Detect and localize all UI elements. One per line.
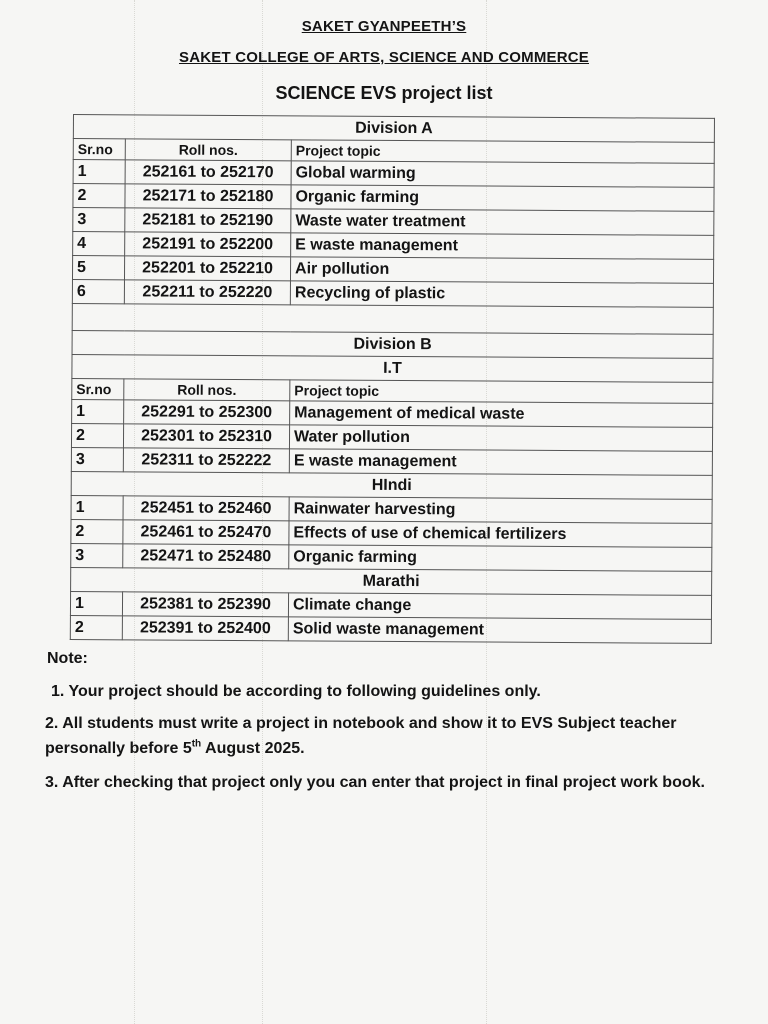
srno-cell: 1 bbox=[71, 495, 123, 519]
rollnos-cell: 252301 to 252310 bbox=[123, 424, 289, 449]
marathi-section-title: Marathi bbox=[71, 567, 712, 595]
topic-cell: Climate change bbox=[288, 593, 711, 620]
srno-cell: 3 bbox=[71, 447, 123, 471]
note-item-3: 3. After checking that project only you can enter that project in final project work book. bbox=[45, 774, 705, 791]
srno-cell: 2 bbox=[73, 184, 125, 208]
note-item-2-date: August 2025. bbox=[201, 740, 305, 757]
rollnos-cell: 252461 to 252470 bbox=[123, 520, 289, 545]
spacer-row bbox=[72, 303, 713, 334]
srno-cell: 4 bbox=[73, 232, 125, 256]
rollnos-cell: 252311 to 252222 bbox=[123, 448, 289, 473]
rollnos-cell: 252391 to 252400 bbox=[122, 616, 288, 641]
rollnos-cell: 252171 to 252180 bbox=[125, 184, 291, 209]
srno-cell: 1 bbox=[72, 399, 124, 423]
topic-cell: Effects of use of chemical fertilizers bbox=[289, 521, 712, 548]
column-header-topic: Project topic bbox=[290, 380, 713, 404]
note-item-1: 1. Your project should be according to following guidelines only. bbox=[51, 683, 541, 700]
srno-cell: 2 bbox=[70, 615, 122, 639]
rollnos-cell: 252181 to 252190 bbox=[125, 208, 291, 233]
hindi-section-title: HIndi bbox=[71, 471, 712, 499]
topic-cell: Water pollution bbox=[289, 425, 712, 452]
srno-cell: 2 bbox=[71, 519, 123, 543]
college-name: SAKET COLLEGE OF ARTS, SCIENCE AND COMMERCE bbox=[178, 49, 589, 66]
rollnos-cell: 252471 to 252480 bbox=[123, 544, 289, 569]
rollnos-cell: 252211 to 252220 bbox=[124, 280, 290, 305]
topic-cell: Rainwater harvesting bbox=[289, 497, 712, 524]
srno-cell: 3 bbox=[73, 208, 125, 232]
column-header-rollnos: Roll nos. bbox=[125, 139, 291, 161]
topic-cell: Global warming bbox=[291, 161, 714, 188]
school-name: SAKET GYANPEETH’S bbox=[301, 18, 467, 35]
topic-cell: Recycling of plastic bbox=[290, 281, 713, 308]
rollnos-cell: 252201 to 252210 bbox=[124, 256, 290, 281]
note-item-2 bbox=[45, 711, 745, 761]
column-header-topic: Project topic bbox=[291, 140, 714, 164]
srno-cell: 2 bbox=[71, 423, 123, 447]
srno-cell: 3 bbox=[71, 543, 123, 567]
project-list-table bbox=[70, 114, 715, 644]
topic-cell: Management of medical waste bbox=[290, 401, 713, 428]
table-row bbox=[70, 615, 711, 643]
ordinal-suffix: th bbox=[191, 738, 202, 750]
topic-cell: E waste management bbox=[289, 449, 712, 476]
srno-cell: 1 bbox=[73, 160, 125, 184]
topic-cell: Organic farming bbox=[289, 545, 712, 572]
topic-cell: Air pollution bbox=[290, 257, 713, 284]
topic-cell: Organic farming bbox=[291, 185, 714, 212]
note-label: Note: bbox=[47, 650, 88, 667]
spacer-cell bbox=[72, 303, 713, 334]
srno-cell: 6 bbox=[72, 279, 124, 303]
division-a-title: Division A bbox=[73, 115, 714, 143]
division-b-title: Division B bbox=[72, 330, 713, 358]
topic-cell: Waste water treatment bbox=[291, 209, 714, 236]
note-item-2-text: 2. All students must write a project in notebook and show it to EVS Subject teacher personally before 5 bbox=[45, 715, 677, 757]
document-title: SCIENCE EVS project list bbox=[275, 83, 493, 103]
rollnos-cell: 252161 to 252170 bbox=[125, 160, 291, 185]
column-header-rollnos: Roll nos. bbox=[124, 379, 290, 401]
topic-cell: E waste management bbox=[291, 233, 714, 260]
rollnos-cell: 252381 to 252390 bbox=[122, 592, 288, 617]
rollnos-cell: 252291 to 252300 bbox=[124, 400, 290, 425]
topic-cell: Solid waste management bbox=[288, 617, 711, 644]
rollnos-cell: 252451 to 252460 bbox=[123, 496, 289, 521]
it-section-title: I.T bbox=[72, 354, 713, 382]
srno-cell: 5 bbox=[72, 256, 124, 280]
column-header-srno: Sr.no bbox=[73, 139, 125, 160]
column-header-srno: Sr.no bbox=[72, 378, 124, 399]
rollnos-cell: 252191 to 252200 bbox=[125, 232, 291, 257]
srno-cell: 1 bbox=[70, 591, 122, 615]
